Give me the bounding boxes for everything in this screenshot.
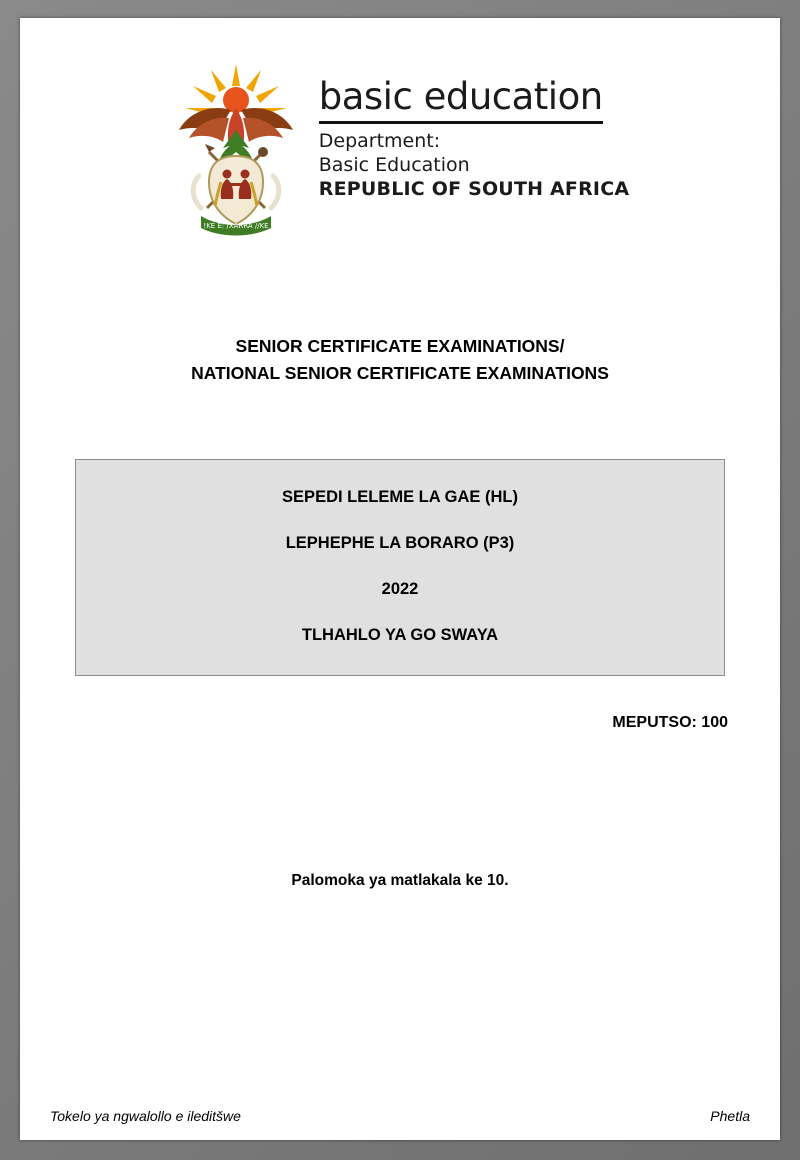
department-line-1: Department: — [318, 130, 441, 152]
copyright-note: Tokelo ya ngwalollo e ileditšwe — [50, 1108, 241, 1124]
svg-text:!KE E: /XARRA //KE: !KE E: /XARRA //KE — [203, 222, 269, 230]
document-header — [20, 18, 780, 241]
department-line-3: REPUBLIC OF SOUTH AFRICA — [318, 177, 630, 200]
department-branding — [319, 56, 630, 201]
exam-year: 2022 — [381, 580, 419, 599]
subject-info-box — [75, 459, 725, 676]
department-line-2: Basic Education — [318, 153, 470, 176]
turn-over-note: Phetla — [710, 1108, 750, 1124]
brand-title: basic education — [319, 78, 603, 124]
page-count-note: Palomoka ya matlakala ke 10. — [291, 872, 509, 890]
document-type: TLHAHLO YA GO SWAYA — [301, 626, 499, 645]
subject-name: SEPEDI LELEME LA GAE (HL) — [282, 488, 518, 507]
total-marks: MEPUTSO: 100 — [612, 714, 728, 732]
paper-number: LEPHEPHE LA BORARO (P3) — [285, 534, 515, 553]
page-footer — [20, 1108, 780, 1124]
coat-of-arms-icon — [171, 56, 301, 241]
document-page — [20, 18, 780, 1140]
department-lines — [319, 130, 630, 201]
exam-title-line-2: NATIONAL SENIOR CERTIFICATE EXAMINATIONS — [191, 363, 609, 384]
exam-title-line-1: SENIOR CERTIFICATE EXAMINATIONS/ — [235, 336, 565, 356]
exam-title — [20, 333, 780, 387]
